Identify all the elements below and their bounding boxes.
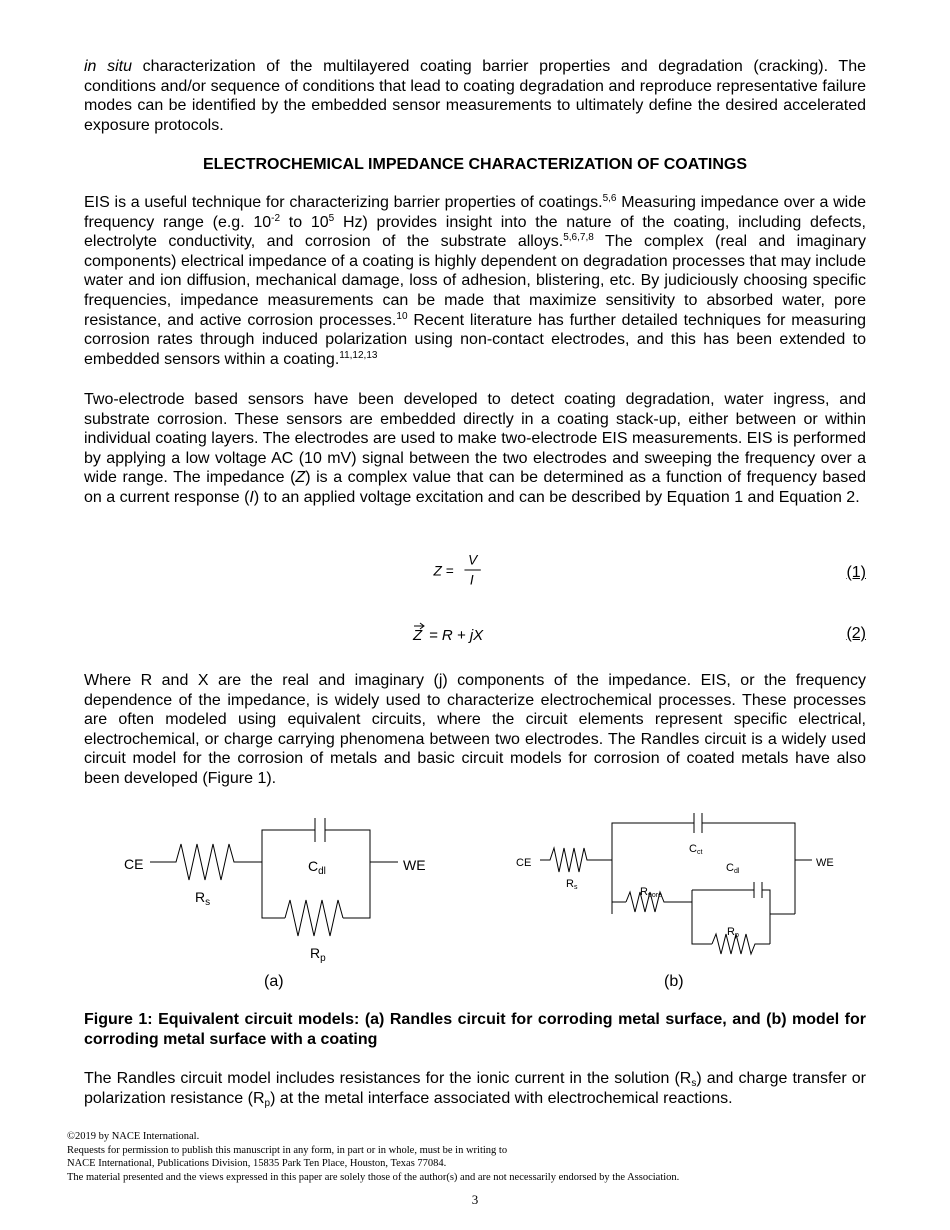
copyright-footer (67, 1130, 867, 1184)
equation-1 (84, 550, 866, 590)
equation-2-rhs: = R + jX (429, 627, 484, 644)
wire-b-left (612, 902, 626, 914)
equation-1-lhs: Z = (433, 563, 454, 579)
footer-line: Requests for permission to publish this manuscript in any form, in part or in whole, must be in writing to (67, 1144, 508, 1156)
label-rs-b: Rs (566, 878, 578, 891)
page-number: 3 (471, 1192, 479, 1207)
text-run: Recent literature has further detailed techniques for measuring corrosion rates through induced polarization using non-contact electrodes, and this has been extended to embedded sensors within a coating. (84, 311, 867, 368)
reference-superscript: 5,6,7,8 (563, 232, 594, 244)
label-b: (b) (664, 973, 684, 990)
paragraph-randles: Where R and X are the real and imaginary (j) components of the impedance. EIS, or the frequency dependence of the impedance, is widely used to characterize electrochemical processes. These processes are often modeled using equivalent circuits, where the circuit elements represent specific electrical, electrochemical, or charge carrying phenomena between two electrodes. The Randles circuit is a widely used circuit model for the corrosion of metals and basic circuit models for corrosion of coated metals have also been developed (Figure 1). (84, 672, 866, 787)
equation-2-number: (2) (846, 625, 866, 642)
text-run: Two-electrode based sensors have been developed to detect coating degradation, water ingress, and substrate corrosion. These sensors are embedded directly in a coating stack-up, either between or within individual coating layers. The electrodes are used to make two-electrode EIS measurements. EIS is performed by applying a low voltage AC (10 mV) signal between the two electrodes and sweeping the frequency over a wide range. The impedance ( (84, 391, 866, 487)
label-cc-b: Cct (689, 843, 703, 856)
paragraph-randles-model (84, 1069, 866, 1108)
wire-a-bottom (262, 862, 285, 918)
text-run: ) at the metal interface associated with electrochemical reactions. (270, 1089, 733, 1107)
footer-line: The material presented and the views expressed in this paper are solely those of the author(s) and are not necessarily endorsed by the Association. (67, 1171, 680, 1183)
equation-1-denominator: I (469, 572, 474, 588)
current-symbol: I (249, 488, 254, 506)
label-we-a: WE (403, 857, 426, 873)
label-we-b: WE (816, 857, 834, 869)
equation-1-numerator: V (468, 552, 478, 568)
reference-superscript: 5,6 (602, 193, 617, 204)
resistor-rp-b (712, 934, 770, 954)
paragraph-eis (84, 193, 866, 369)
label-cdl-b: Cdl (726, 862, 740, 875)
wire-b-top-right (702, 823, 795, 914)
text-run: ) and charge transfer or polarization resistance (R (84, 1070, 867, 1107)
text-run: Measuring impedance over a wide frequency range (e.g. 10 (84, 194, 866, 231)
figure-caption: Figure 1: Equivalent circuit models: (a) Randles circuit for corroding metal surface, and (b) model for corroding metal surface with a coating (84, 1011, 866, 1048)
paragraph-intro-text: characterization of the multilayered coating barrier properties and degradation (cracking). The conditions and/or sequence of conditions that lead to coating degradation and reproduce representative failure modes can be identified by the embedded sensor measurements to ultimately define the desired accelerated exposure protocols. (84, 58, 866, 134)
paragraph-sensors (84, 390, 866, 508)
text-run: to 10 (280, 213, 329, 231)
label-rpore-b: Rpore (640, 886, 662, 899)
wire-b-top (612, 823, 694, 902)
equation-2-expression (409, 620, 519, 650)
label-rp-a: $R_p$ (310, 945, 326, 964)
wire-a-bottom-right (343, 862, 370, 918)
text-run: ) to an applied voltage excitation and can be described by Equation 1 and Equation 2. (253, 488, 860, 506)
wire-b-inner (692, 890, 712, 944)
exponent: 5 (328, 212, 335, 224)
resistor-rs-a (150, 844, 262, 880)
resistor-rp-a (285, 900, 343, 936)
wire-b-inner-top-right (762, 890, 770, 944)
figure-1-circuits (0, 790, 950, 1000)
equation-1-number: (1) (846, 564, 866, 581)
label-rp-b: Rp (727, 926, 739, 939)
wire-a-top-right (325, 830, 398, 862)
text-run: ) is a complex value that can be determined as a function of frequency based on a current response ( (84, 469, 867, 506)
section-heading: ELECTROCHEMICAL IMPEDANCE CHARACTERIZATION OF COATINGS (203, 156, 747, 173)
subscript: s (691, 1078, 697, 1089)
exponent: -2 (271, 212, 281, 224)
in-situ-italic: in situ (84, 58, 132, 75)
circuit-b (540, 813, 812, 954)
footer-line: ©2019 by NACE International. (67, 1131, 200, 1142)
label-ce-a: CE (124, 856, 144, 872)
impedance-symbol: Z (295, 469, 306, 487)
equation-2-vector: Z (413, 627, 423, 644)
text-run: EIS is a useful technique for characterizing barrier properties of coatings. (84, 194, 603, 211)
resistor-rs-b (540, 848, 612, 872)
subscript: p (264, 1097, 271, 1109)
circuit-a (150, 818, 398, 936)
footer-line: NACE International, Publications Division, 15835 Park Ten Place, Houston, Texas 77084. (67, 1158, 447, 1170)
reference-superscript: 11,12,13 (339, 349, 378, 361)
text-run: Hz) provides insight into the nature of the coating, including defects, electrolyte conductivity, and corrosion of the substrate alloys. (84, 213, 867, 251)
paragraph-intro (84, 57, 866, 135)
label-rs-a: $R_s$ (195, 889, 211, 908)
label-a: (a) (264, 973, 284, 990)
equation-1-fraction (429, 550, 489, 590)
text-run: The Randles circuit model includes resistances for the ionic current in the solution (R (84, 1070, 692, 1087)
label-cdl-a: $C_{dl}$ (308, 858, 326, 877)
reference-superscript: 10 (396, 310, 408, 322)
label-ce-b: CE (516, 857, 532, 869)
equation-2 (84, 620, 866, 660)
text-run: The complex (real and imaginary components) electrical impedance of a coating is highly dependent on degradation processes that may include water and ion diffusion, mechanical damage, loss of adhesion, blistering, etc. By judiciously choosing specific frequencies, impedance measurements can be made that maximize sensitivity to absorbed water, pore resistance, and active corrosion processes. (84, 233, 867, 329)
